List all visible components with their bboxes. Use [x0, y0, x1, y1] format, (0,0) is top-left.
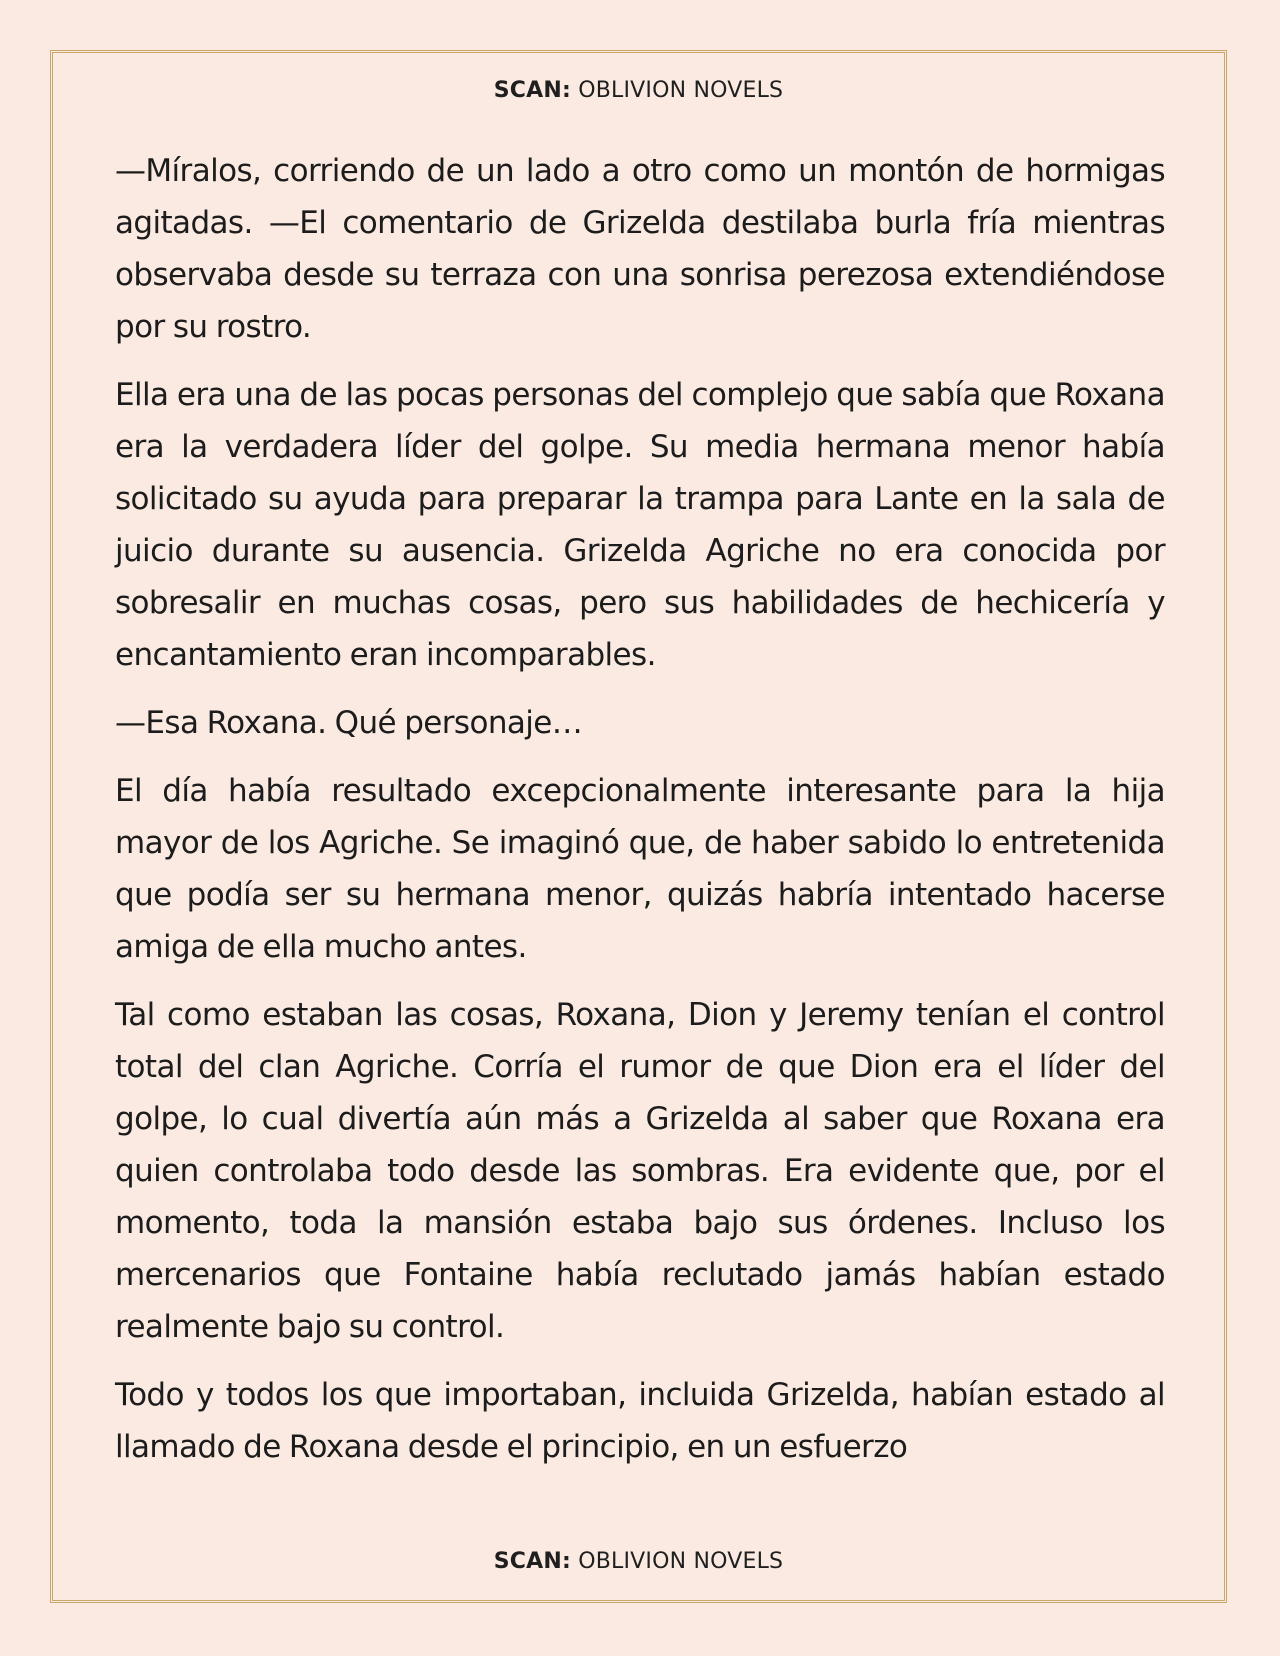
paragraph: —Míralos, corriendo de un lado a otro como un montón de hormigas agitadas. —El comentario de Grizelda destilaba burla fría mientras observaba desde su terraza con una sonrisa perezosa extendiéndose por su rostro.: [115, 153, 1165, 345]
paragraph: —Esa Roxana. Qué personaje…: [115, 705, 583, 741]
page-footer: [53, 1549, 1224, 1574]
footer-source: OBLIVION NOVELS: [578, 1549, 784, 1574]
header-scan-label: SCAN:: [493, 78, 571, 103]
page-border: [50, 50, 1227, 1603]
page-header: [53, 78, 1224, 103]
paragraph: Ella era una de las pocas personas del complejo que sabía que Roxana era la verdadera líder del golpe. Su media hermana menor había solicitado su ayuda para preparar la trampa para Lante en la sala de juicio durante su ausencia. Grizelda Agriche no era conocida por sobresalir en muchas cosas, pero sus habilidades de hechicería y encantamiento eran incomparables.: [115, 377, 1165, 673]
page-body: [115, 145, 1165, 1489]
footer-scan-label: SCAN:: [493, 1549, 571, 1574]
header-source: OBLIVION NOVELS: [578, 78, 784, 103]
paragraph: Tal como estaban las cosas, Roxana, Dion y Jeremy tenían el control total del clan Agriche. Corría el rumor de que Dion era el líder del golpe, lo cual divertía aún más a Grizelda al saber que Roxana era quien controlaba todo desde las sombras. Era evidente que, por el momento, toda la mansión estaba bajo sus órdenes. Incluso los mercenarios que Fontaine había reclutado jamás habían estado realmente bajo su control.: [115, 997, 1165, 1345]
paragraph: Todo y todos los que importaban, incluida Grizelda, habían estado al llamado de Roxana desde el principio, en un esfuerzo: [115, 1377, 1165, 1465]
paragraph: El día había resultado excepcionalmente interesante para la hija mayor de los Agriche. Se imaginó que, de haber sabido lo entretenida que podía ser su hermana menor, quizás habría intentado hacerse amiga de ella mucho antes.: [115, 773, 1165, 965]
